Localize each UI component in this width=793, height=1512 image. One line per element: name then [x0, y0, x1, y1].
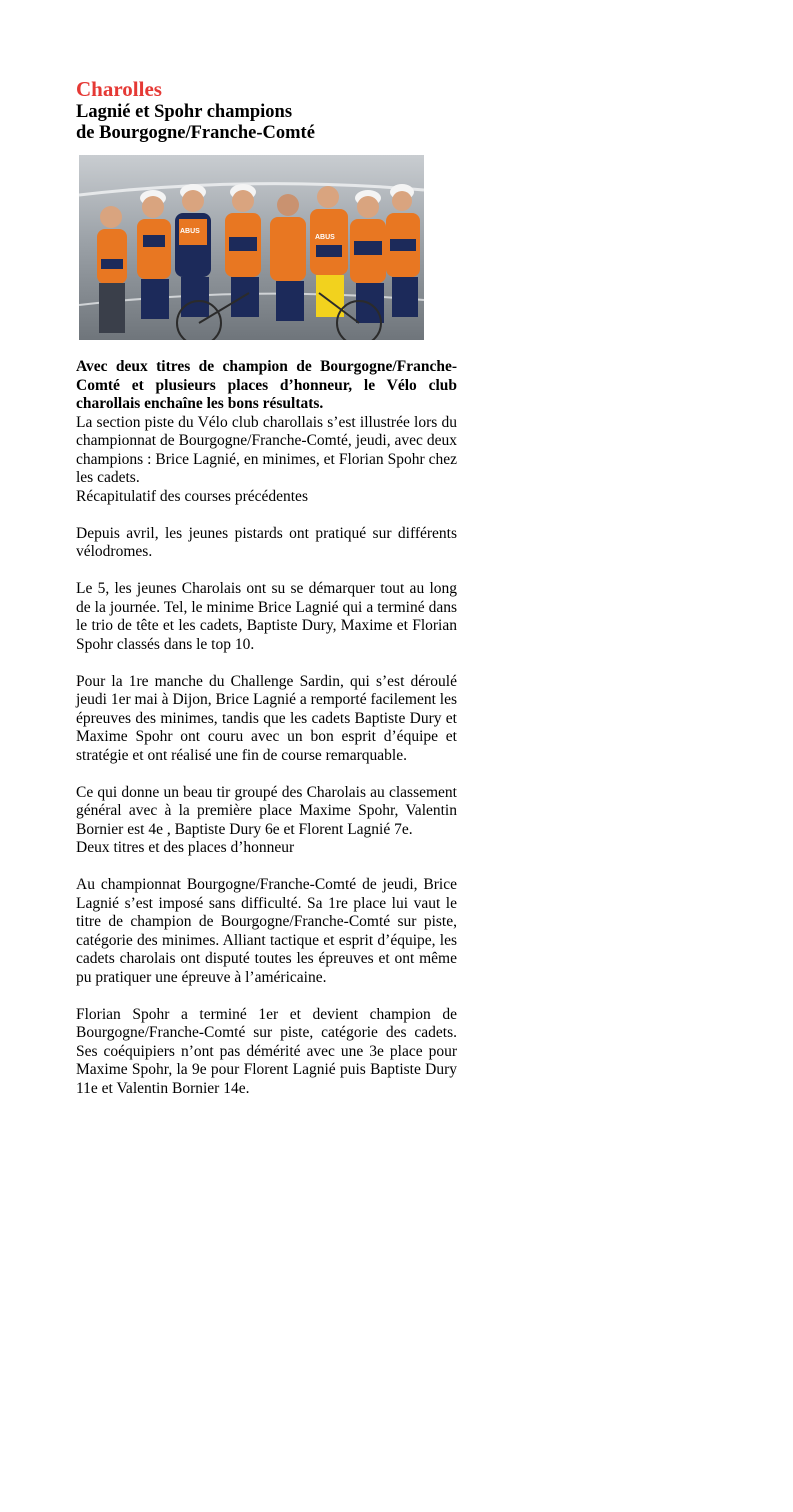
paragraph-6: Au championnat Bourgogne/Franche-Comté de jeudi, Brice Lagnié s’est imposé sans difficulté. Sa 1re place lui vaut le titre de champion de Bourgogne/Franche-Comté sur piste, catégorie des minimes. Alliant tactique et esprit d’équipe, les cadets charolais ont disputé toutes les épreuves et ont même pu pratiquer une épreuve à l’américaine.: [76, 876, 457, 986]
paragraph-2: Depuis avril, les jeunes pistards ont pratiqué sur différents vélodromes.: [76, 524, 457, 560]
headline-line-1: Lagnié et Spohr champions: [76, 102, 293, 122]
photo-banner-text: ABUS: [180, 228, 200, 235]
subheading-2: Deux titres et des places d’honneur: [76, 839, 295, 856]
paragraph-1: La section piste du Vélo club charollais s’est illustrée lors du championnat de Bourgogne/Franche-Comté, jeudi, avec deux champions : Brice Lagnié, en minimes, et Florian Spohr chez les cadets.: [76, 413, 457, 486]
paragraph-7: Florian Spohr a terminé 1er et devient champion de Bourgogne/Franche-Comté sur piste, catégorie des cadets. Ses coéquipiers n’ont pas démérité avec une 3e place pour Maxime Spohr, la 9e pour Florent Lagnié puis Baptiste Dury 11e et Valentin Bornier 14e.: [76, 1005, 457, 1097]
subheading-1: Récapitulatif des courses précédentes: [76, 487, 308, 505]
article-lead: Avec deux titres de champion de Bourgogne/Franche-Comté et plusieurs places d’honneur, le Vélo club charollais enchaîne les bons résultats.: [76, 358, 457, 412]
photo-banner-text-2: ABUS: [315, 234, 335, 241]
team-photo: [79, 155, 424, 340]
article-kicker: Charolles: [76, 77, 162, 101]
article-headline: [76, 102, 457, 144]
paragraph-3: Le 5, les jeunes Charolais ont su se démarquer tout au long de la journée. Tel, le minime Brice Lagnié qui a terminé dans le trio de tête et les cadets, Baptiste Dury, Maxime et Florian Spohr classés dans le top 10.: [76, 580, 457, 653]
paragraph-4: Pour la 1re manche du Challenge Sardin, qui s’est déroulé jeudi 1er mai à Dijon, Brice Lagnié a remporté facilement les épreuves des minimes, tandis que les cadets Baptiste Dury et Maxime Spohr ont couru avec un bon esprit d’équipe et stratégie et ont réalisé une fin de course remarquable.: [76, 672, 457, 764]
article: [76, 76, 457, 1098]
headline-line-2: de Bourgogne/Franche-Comté: [76, 123, 315, 143]
paragraph-5: Ce qui donne un beau tir groupé des Charolais au classement général avec à la première place Maxime Spohr, Valentin Bornier est 4e , Baptiste Dury 6e et Florent Lagnié 7e.: [76, 783, 457, 838]
